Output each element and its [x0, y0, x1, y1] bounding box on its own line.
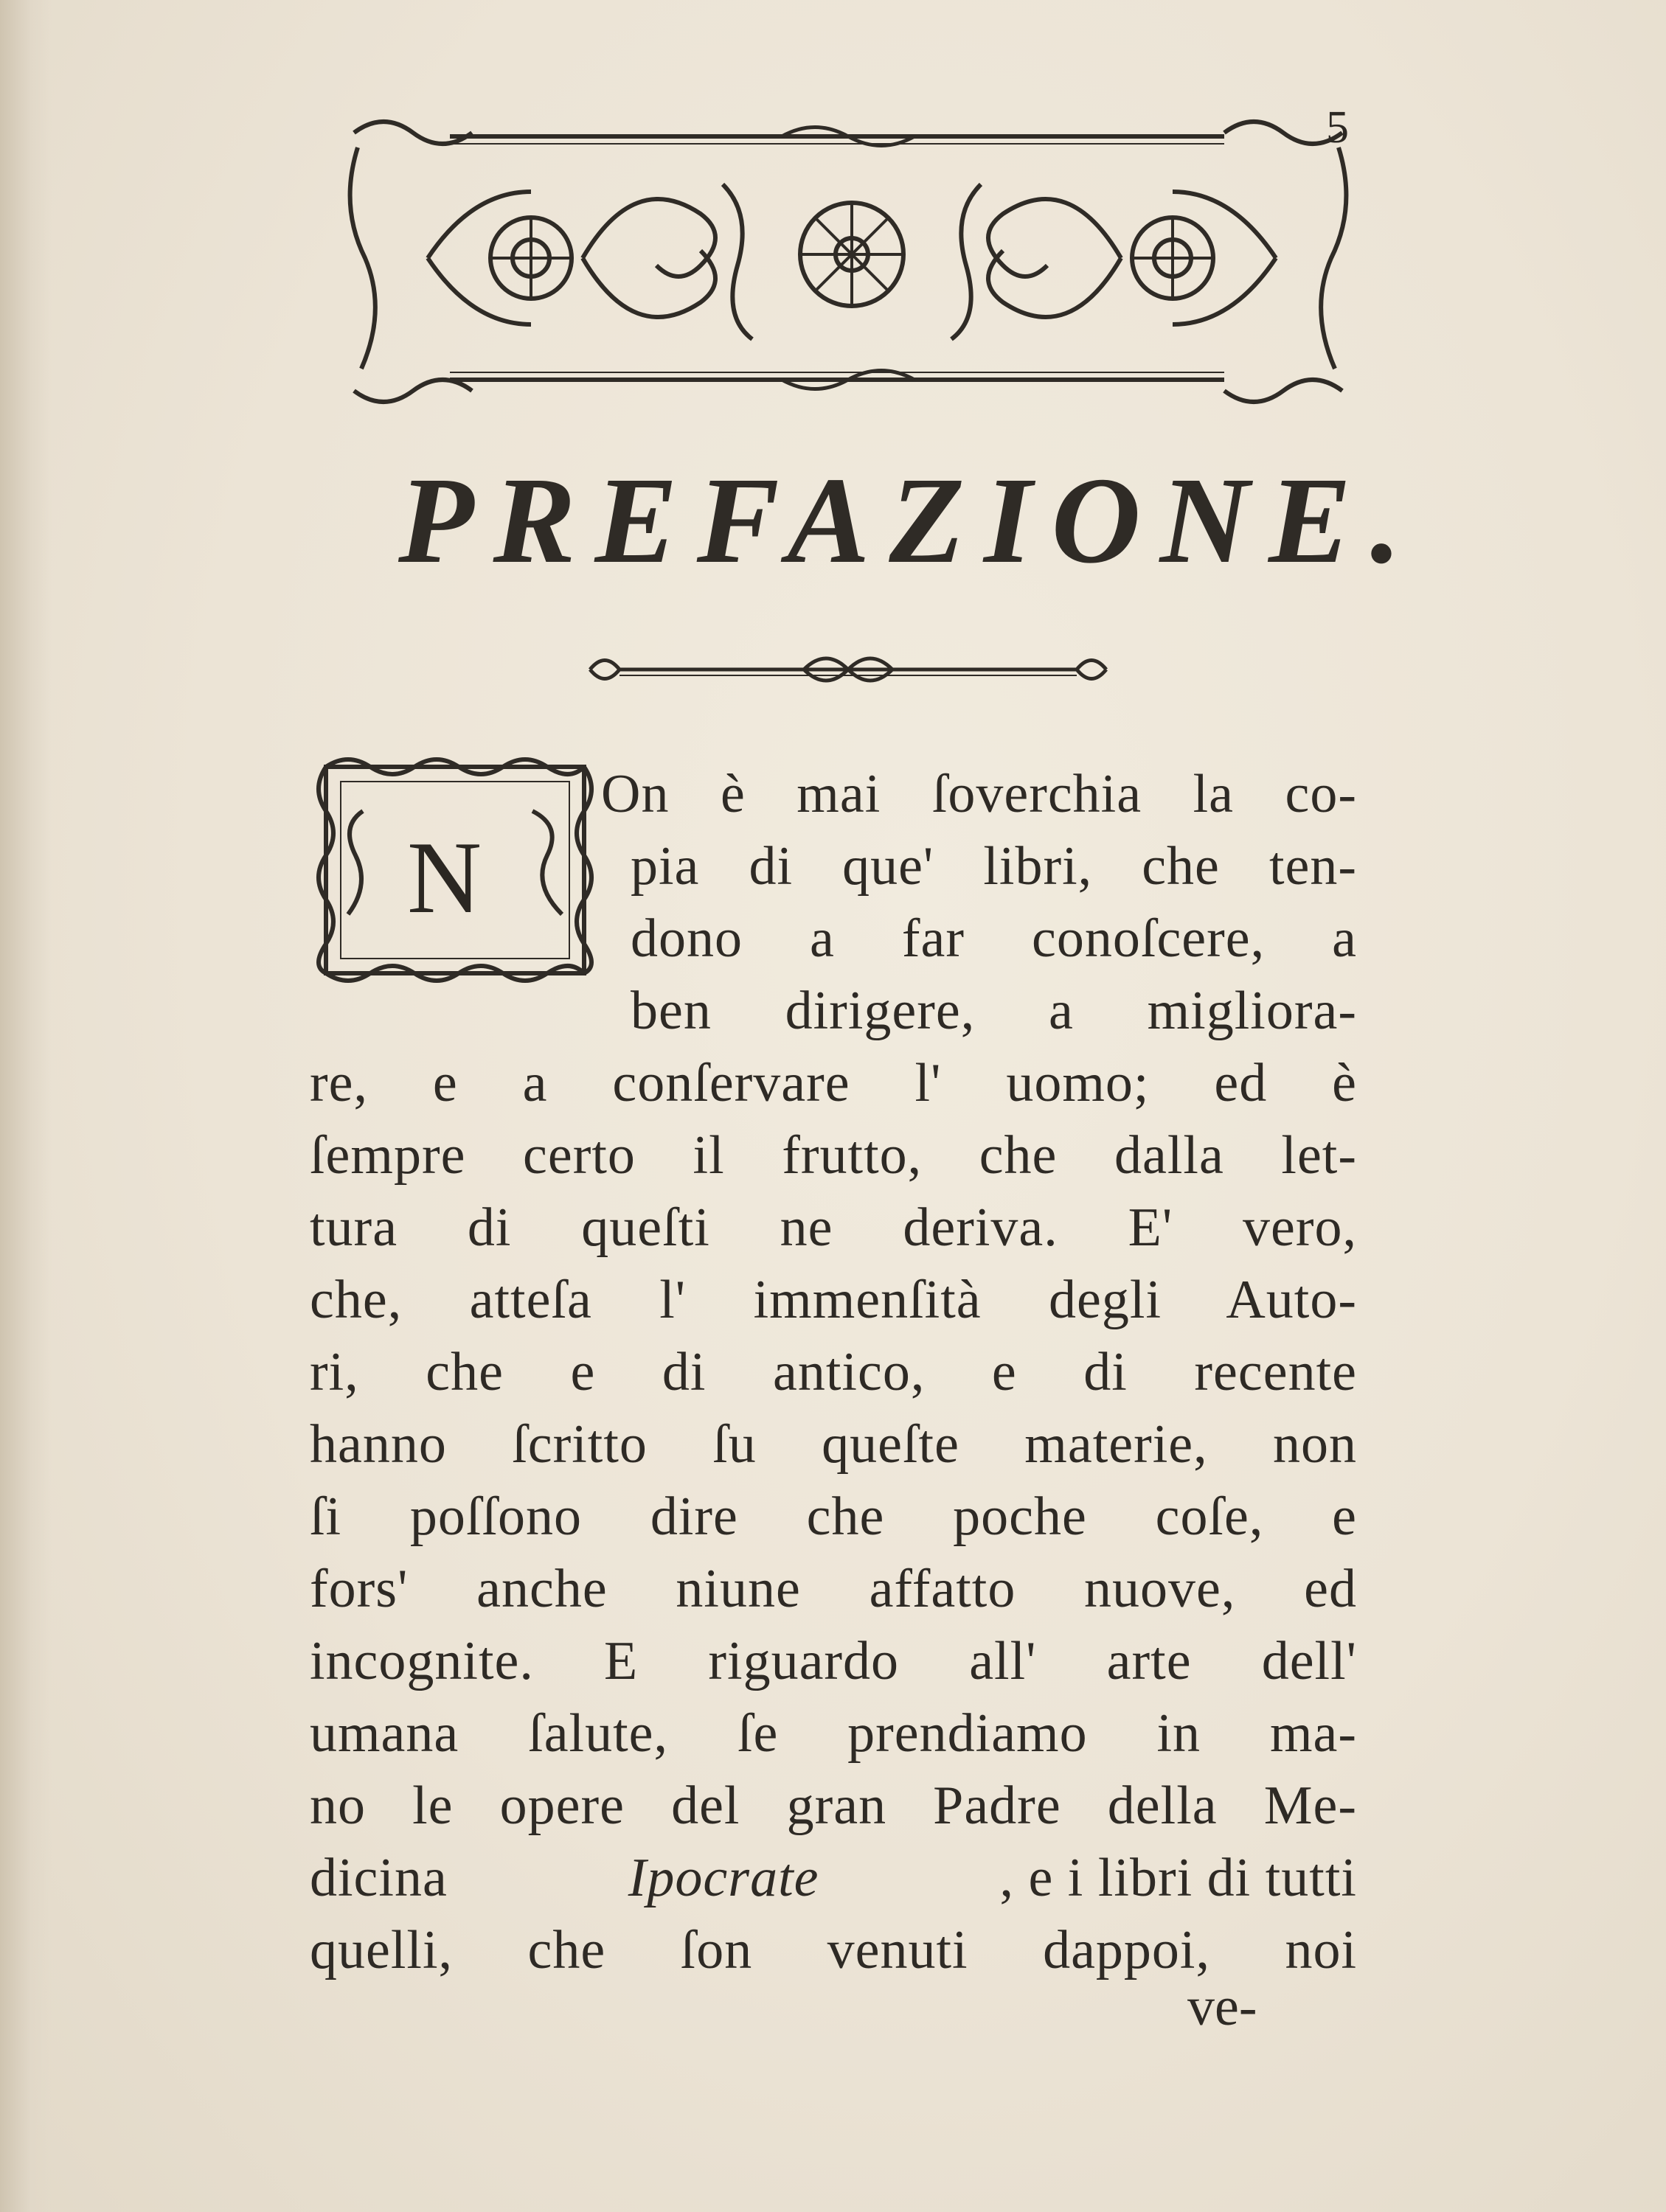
text-line: incognite. E riguardo all' arte dell' — [310, 1631, 1357, 1691]
text-line: che, atteſa l' immenſità degli Auto- — [310, 1270, 1357, 1330]
page-number: 5 — [1326, 102, 1349, 153]
text-line: On è mai ſoverchia la co- — [601, 764, 1357, 824]
text-line — [310, 1847, 1357, 1910]
text-line: hanno ſcritto ſu queſte materie, non — [310, 1414, 1357, 1475]
text-line: ri, che e di antico, e di recente — [310, 1342, 1357, 1402]
text-line: ſi poſſono dire che poche coſe, e — [310, 1486, 1357, 1547]
ornamental-headpiece — [339, 103, 1357, 420]
text-line: no le opere del gran Padre della Me- — [310, 1775, 1357, 1836]
text-line: ſempre certo il frutto, che dalla let- — [310, 1125, 1357, 1186]
text-line: pia di que' libri, che ten- — [631, 836, 1357, 897]
text-line: quelli, che ſon venuti dappoi, noi — [310, 1920, 1357, 1980]
text-line: re, e a conſervare l' uomo; ed è — [310, 1053, 1357, 1113]
text-line: dono a far conoſcere, a — [631, 908, 1357, 969]
text-word: , e i libri di tutti — [999, 1848, 1357, 1908]
text-line: ben dirigere, a migliora- — [631, 981, 1357, 1041]
catchword: ve- — [1187, 1977, 1257, 2037]
text-word: dicina — [310, 1848, 448, 1908]
initial-letter: N — [407, 821, 482, 935]
gutter-shadow — [0, 0, 52, 2212]
text-line: tura di queſti ne deriva. E' vero, — [310, 1197, 1357, 1258]
text-line: umana ſalute, ſe prendiamo in ma- — [310, 1703, 1357, 1764]
italic-name: Ipocrate — [628, 1848, 819, 1908]
ornamental-divider — [583, 640, 1114, 699]
text-line: fors' anche niune affatto nuove, ed — [310, 1559, 1357, 1619]
page-title: PREFAZIONE. — [398, 452, 1421, 589]
